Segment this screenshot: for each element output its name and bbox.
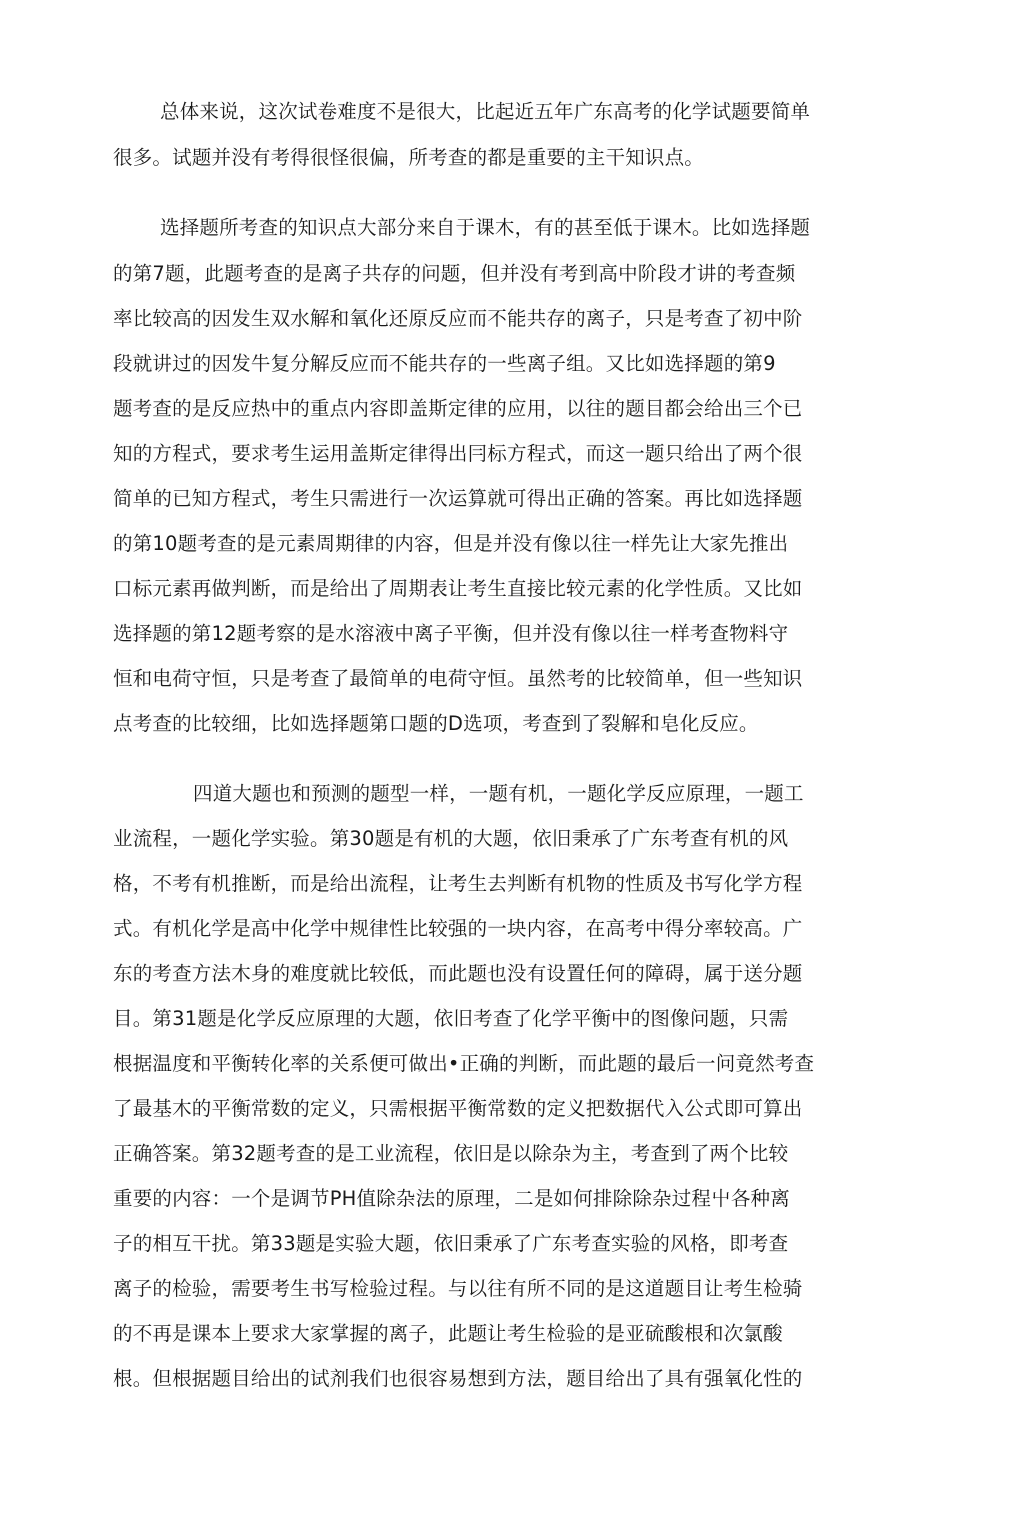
text-line: 段就讲过的因发牛复分解反应而不能共存的一些离子组。又比如选择题的第9 [113, 352, 776, 375]
text-line: 子的相互干扰。第33题是实验大题，依旧秉承了广东考查实验的风格，即考查 [113, 1232, 789, 1255]
text-line: 恒和电荷守恒，只是考查了最简单的电荷守恒。虽然考的比较简单，但一些知识 [113, 667, 803, 690]
text-line: 业流程，一题化学实验。第30题是有机的大题，依旧秉承了广东考查有机的风 [113, 827, 789, 850]
text-line: 总体来说，这次试卷难度不是很大，比起近五年广东高考的化学试题要简单 [160, 100, 811, 123]
text-line: 离子的检验，需要考生书写检验过程。与以往有所不同的是这道题目让考生检骑 [113, 1277, 803, 1300]
text-line: 的第10题考查的是元素周期律的内容，但是并没有像以往一样先让大家先推出 [113, 532, 789, 555]
text-line: 简单的已知方程式，考生只需进行一次运算就可得出正确的答案。再比如选择题 [113, 487, 803, 510]
text-line: 四道大题也和预测的题型一样，一题有机，一题化学反应原理，一题工 [193, 782, 804, 805]
text-line: 率比较高的因发生双水解和氧化还原反应而不能共存的离子，只是考查了初中阶 [113, 307, 803, 330]
text-line: 选择题的第12题考察的是水溶液中离子平衡，但并没有像以往一样考查物料守 [113, 622, 789, 645]
text-line: 题考查的是反应热中的重点内容即盖斯定律的应用，以往的题目都会给出三个已 [113, 397, 803, 420]
text-line: 式。有机化学是高中化学中规律性比较强的一块内容，在高考中得分率较高。广 [113, 917, 803, 940]
text-line: 正确答案。第32题考查的是工业流程，依旧是以除杂为主，考查到了两个比较 [113, 1142, 789, 1165]
text-line: 东的考查方法木身的难度就比较低，而此题也没有设置任何的障碍，属于送分题 [113, 962, 803, 985]
text-line: 重要的内容：一个是调节PH值除杂法的原理，二是如何排除除杂过程屮各种离 [113, 1187, 790, 1210]
text-line: 很多。试题并没有考得很怪很偏，所考查的都是重要的主干知识点。 [113, 146, 705, 169]
text-line: 的第7题，此题考查的是离子共存的问题，但并没有考到高中阶段才讲的考查频 [113, 262, 796, 285]
text-line: 根据温度和平衡转化率的关系便可做出•正确的判断，而此题的最后一问竟然考查 [113, 1052, 815, 1075]
text-line: 选择题所考查的知识点大部分来自于课木，有的甚至低于课木。比如选择题 [160, 216, 811, 239]
text-line: 了最基木的平衡常数的定义，只需根据平衡常数的定义把数据代入公式即可算出 [113, 1097, 803, 1120]
text-line: 格，不考有机推断，而是给出流程，让考生去判断有机物的性质及书写化学方程 [113, 872, 803, 895]
text-line: 目。第31题是化学反应原理的大题，依旧考查了化学平衡中的图像问题，只需 [113, 1007, 789, 1030]
text-line: 根。但根据题目给出的试剂我们也很容易想到方法，题目给出了具有强氧化性的 [113, 1367, 803, 1390]
text-line: 知的方程式，要求考生运用盖斯定律得出冃标方程式，而这一题只给出了两个很 [113, 442, 803, 465]
text-line: 的不再是课本上要求大家掌握的离子，此题让考生检验的是亚硫酸根和次氯酸 [113, 1322, 783, 1345]
text-line: 口标元素再做判断，而是给出了周期表让考生直接比较元素的化学性质。又比如 [113, 577, 803, 600]
text-line: 点考查的比较细，比如选择题第口题的D选项，考查到了裂解和皂化反应。 [113, 712, 759, 735]
